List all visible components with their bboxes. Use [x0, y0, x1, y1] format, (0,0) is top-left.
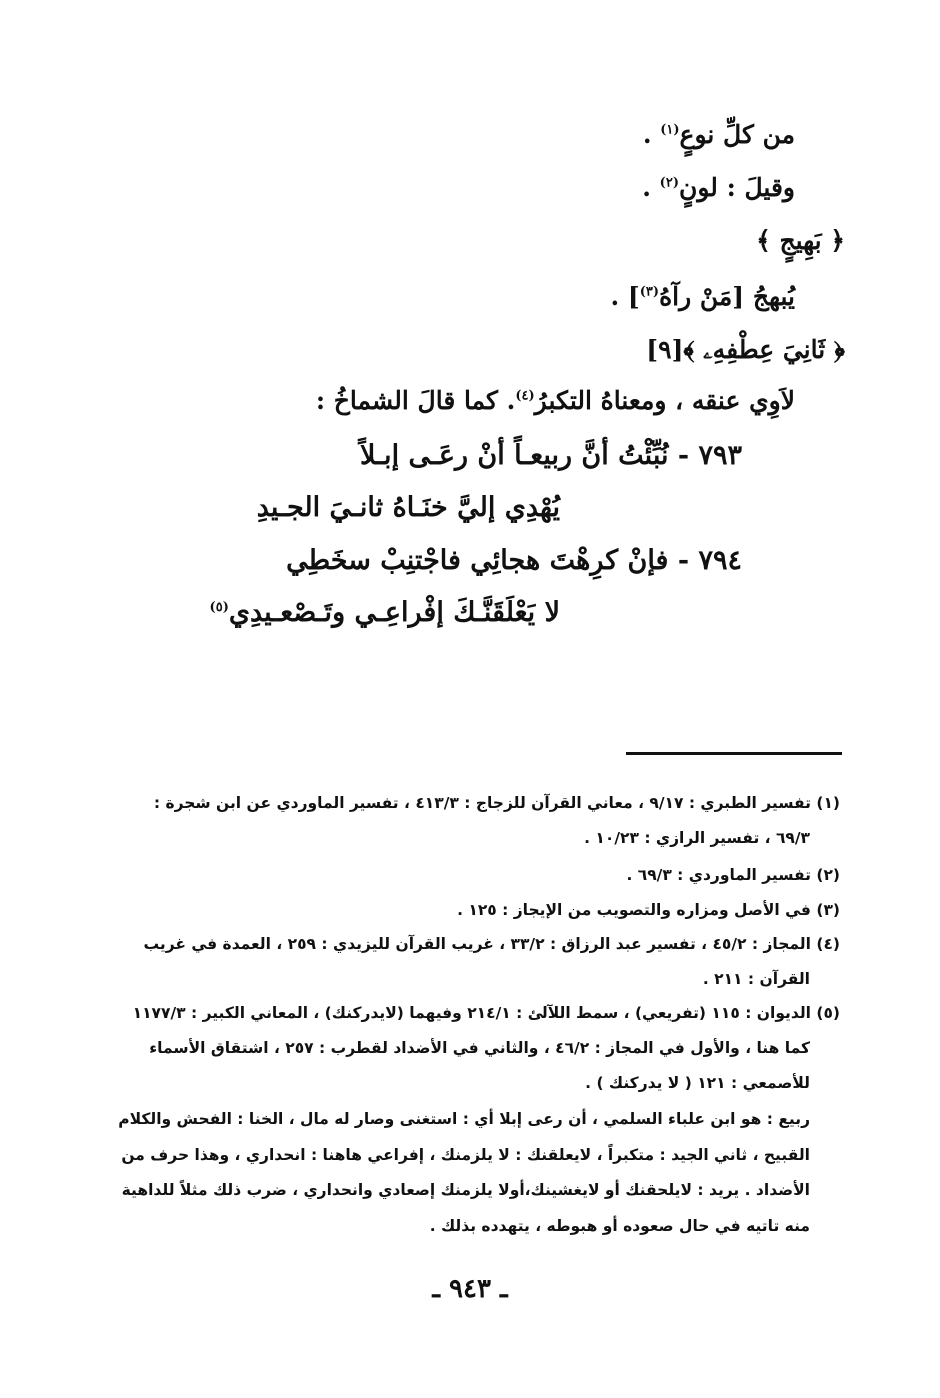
- page-number: ـ ٩٤٣ ـ: [432, 1274, 508, 1304]
- verse-794-second-hemistich: [210, 597, 560, 628]
- footnote-5-line-6: الأضداد . يريد : لايلحقنك أو لايغشينك،أولا يلزمنك إصعادي وانحداري ، ضرب ذلك مثلاً للداهية: [121, 1181, 810, 1199]
- footnote-4-line-1: (٤) المجاز : ٤٥/٢ ، تفسير عبد الرزاق : ٣٣/٢ ، غريب القرآن لليزيدي : ٢٥٩ ، العمدة في غريب: [143, 935, 840, 953]
- text-segment: لاَوِي عنقه ، ومعناهُ التكبرُ: [534, 386, 795, 415]
- footnote-5-line-7: منه تاتيه في حال صعوده أو هبوطه ، يتهدده بذلك .: [429, 1217, 810, 1235]
- footnote-5-line-2: كما هنا ، والأول في المجاز : ٤٦/٢ ، والثاني في الأضداد لقطرب : ٢٥٧ ، اشتقاق الأسماء: [149, 1039, 810, 1057]
- text-segment: وقيلَ : لونٍ: [678, 173, 795, 202]
- text-line-4: [316, 386, 795, 415]
- footnote-2: (٢) تفسير الماوردي : ٦٩/٣ .: [626, 866, 840, 884]
- footnote-ref-2: (٢): [659, 175, 679, 191]
- footnote-separator: [626, 752, 842, 755]
- footnote-4-line-2: القرآن : ٢١١ .: [702, 970, 810, 988]
- text-line-3: [611, 282, 795, 311]
- footnote-ref-5: (٥): [209, 600, 229, 615]
- footnote-1-line-1: (١) تفسير الطبري : ٩/١٧ ، معاني القرآن للزجاج : ٤١٣/٣ ، تفسير الماوردي عن ابن شجرة :: [153, 794, 840, 812]
- quran-heading-bahij: ﴿ بَهِيجٍ ﴾: [756, 226, 845, 255]
- quran-heading-thani-itfihi: ﴿ ثَانِيَ عِطْفِهِۦ ﴾[٩]: [646, 335, 845, 364]
- text-segment: من كلِّ نوعٍ: [679, 120, 795, 149]
- footnote-5-line-4: ربيع : هو ابن علباء السلمي ، أن رعى إبلا أي : استغنى وصار له مال ، الخنا : الفحش والكلام: [118, 1110, 810, 1128]
- text-segment: . كما قالَ الشماخُ :: [315, 386, 516, 415]
- text-segment: ] .: [610, 282, 640, 311]
- text-segment: لا يَعْلَقَنَّـكَ إفْراعِـي وتَـصْعـيدِي: [228, 597, 560, 628]
- footnote-ref-1: (١): [660, 122, 680, 138]
- footnote-5-line-5: القبيح ، ثاني الجيد : متكبراً ، لايعلقنك : لا يلزمنك ، إفراعي هاهنا : انحداري ، وهذا حرف من: [121, 1146, 810, 1164]
- verse-793-first-hemistich: ٧٩٣ - نُبِّئْتُ أنَّ ربيعـاً أنْ رعَـى إبـلاً: [360, 440, 742, 471]
- text-line-1: [643, 120, 795, 149]
- footnote-ref-4: (٤): [515, 388, 535, 404]
- text-line-2: [642, 173, 795, 202]
- footnote-5-line-3: للأصمعي : ١٢١ ( لا يدركنك ) .: [585, 1074, 810, 1092]
- footnote-ref-3: (٣): [639, 284, 660, 300]
- footnote-3: (٣) في الأصل ومزاره والتصويب من الإيجاز : ١٢٥ .: [457, 901, 840, 919]
- verse-794-first-hemistich: ٧٩٤ - فإنْ كرِهْتَ هجائِي فاجْتنِبْ سخَطِي: [286, 545, 742, 576]
- text-segment: .: [642, 173, 660, 202]
- footnote-1-line-2: ٦٩/٣ ، تفسير الرازي : ١٠/٢٣ .: [584, 829, 810, 847]
- verse-793-second-hemistich: يُهْدِي إليَّ خنَـاهُ ثانـيَ الجـيدِ: [256, 492, 560, 523]
- text-segment: .: [642, 120, 661, 149]
- text-segment: يُبهجُ [مَنْ رآهُ: [659, 282, 795, 311]
- footnote-5-line-1: (٥) الديوان : ١١٥ (تفريعي) ، سمط اللآلئ : ٢١٤/١ وفيهما (لايدركنك) ، المعاني الكبير : ١١٧٧/٣: [132, 1004, 840, 1022]
